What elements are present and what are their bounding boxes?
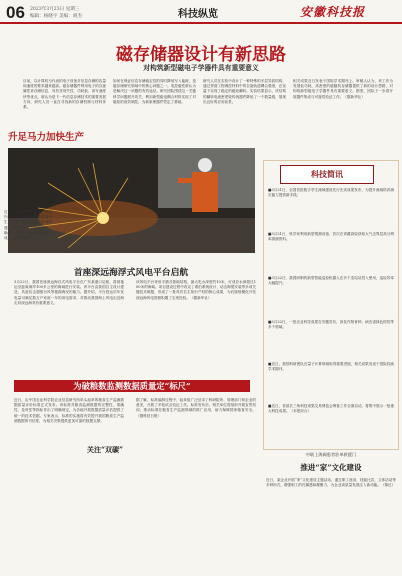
production-headline: 升足马力加快生产 bbox=[8, 132, 85, 143]
section-title: 科技纵览 bbox=[178, 9, 218, 20]
brief-item: ■3月22日，一批农业科技成果在安徽发布，涉及作物育种、病虫害绿色防控等多个领域。 bbox=[268, 320, 394, 330]
bottom-body: 近日，某企业开展“家”文化建设主题活动，通过职工座谈、技能比武、文体活动等多种形式，增强职工的归属感和凝聚力，为企业高质量发展注入新动能。（陈红） bbox=[266, 478, 396, 488]
lead-subhead: 对构筑新型磁电子学器件具有重要意义 bbox=[143, 64, 259, 72]
page-number: 06 bbox=[6, 3, 25, 22]
header-rule bbox=[0, 22, 402, 24]
lead-column-1: 目前，以计算机为代表的电子设备对信息存储的容量和速度的要求越来越高。磁存储器件利用电子的自旋属性来存储信息，具有非易失性、功耗低、读写速度快等优点，被认为是下一代信息存储技术的重要发展方向，研究人员一直在寻找新的存储机制与材料体系。 bbox=[23, 79, 106, 110]
grain-body-2: 据了解，标准编制过程中，起草组广泛征求了科研院所、管理部门和企业的意见，开展了多轮试点验证工作。标准发布后，相关单位将组织开展宣贯培训，推动标准在粮食生产监测领域的推广应用，助力保障国家粮食安全。（据科技日报） bbox=[136, 398, 256, 418]
grain-data-banner: 为破粮数监测数据质量定“标尺” bbox=[14, 380, 250, 392]
grain-body-1: 近日，由中国农业科学院农业信息研究所牵头起草的粮食生产监测数据质量评价标准正式发布。该标准对粮食监测数据的完整性、准确性、及时性等指标作出了明确规定，为各地开展数据质量评估提供了统一的技术依据。专家表示，标准的实施将有效提升我国粮食生产监测数据的可信度，为相关决策提供更加可靠的数据支撑。 bbox=[14, 398, 124, 423]
editor-credit: 编辑：杨晓宇 美编：胡杰 bbox=[30, 14, 82, 19]
bottom-kicker: 中联上海阀患者驻单救援门 bbox=[305, 452, 357, 457]
brief-item: ■近日，首届长三角科技成果交易博览会筹备工作全面启动，将集中展示一批重大科技成果。（本报综合） bbox=[268, 404, 394, 414]
brief-item: ■近日，我国科研团队在量子计算领域取得重要进展，相关成果发表于国际权威学术期刊。 bbox=[268, 362, 394, 372]
carbon-column-title: 关注“双碳” bbox=[86, 445, 124, 454]
brief-item: ■3月22日，我国研制的新型智能巡检机器人在多个变电站投入使用，巡检效率大幅提升。 bbox=[268, 276, 394, 286]
issue-date: 2023年3月23日 星期三 bbox=[30, 7, 80, 12]
masthead-logo: 安徽科技报 bbox=[300, 5, 366, 19]
wind-body-1: 3月22日，我国首座深远海浮式风电平台在广东某港口启航，将被拖运至距离海岸100多公里的海域进行安装。该平台由我国自主设计建造，具备抗击超强台风等极端海况的能力。据介绍，平台投运后年发电量可满足数万户家庭一年的用电需求，对推动我国海上风电由近海走向深远海具有重要意义。 bbox=[14, 280, 124, 305]
lead-column-2: 如何在保证信息存储稳定性的同时降低写入能耗，是磁存储研究领域中的核心问题之一。电控磁性被认为是解决这一问题的有效途径。研究团队围绕这一关键科学问题展开攻关，利用新型磁电耦合材料实现了对磁矩的高效调控，为新原理器件奠定了基础。 bbox=[113, 79, 196, 104]
brief-item: ■3月21日，科学家利用新型观测设备，首次在青藏高原获取大气边界层高分辨率探测资料。 bbox=[268, 232, 394, 242]
bottom-headline: 推进“家”文化建设 bbox=[300, 463, 362, 472]
lead-column-3: 研究人员在实验中设计了一种特殊的多层异质结构，通过界面工程调控材料中的自旋轨道耦合强度，在室温下实现了稳定的磁矩翻转。实验结果显示，该结构的翻转电流密度较传统器件降低了一个数量级，展现出良好的应用前景。 bbox=[203, 79, 286, 104]
brief-item: ■3月21日，全国首批数字孪生流域建设先行先试成果发布，为提升流域防洪减灾能力提供新手段。 bbox=[268, 188, 394, 198]
news-briefs-title: 科技简讯 bbox=[280, 165, 374, 184]
wind-body-2: 该风电平台采用半潜式基础结构，最大吃水深度约10米，可适应水深超过100米的海域。项目建设过程中攻克了系泊系统设计、动态海缆安装等多项关键技术难题，形成了一批具有自主知识产权的核心成果，为后续规模化开发深远海风电资源积累了宝贵经验。（据新华社） bbox=[136, 280, 256, 300]
lead-headline: 磁存储器设计有新思路 bbox=[116, 45, 286, 65]
photo-caption: 近日，在某钢铁企业生产车间内，工人们正在操作设备进行生产作业。该企业抢抓市场机遇，开足马力全力冲刺生产，确保一季度目标任务顺利完成。（新华社发） bbox=[4, 210, 52, 241]
lead-column-4: 相关成果近日发表于国际学术期刊上。审稿人认为，该工作为发展低功耗、高密度的磁随机存储器提供了新的设计思路，对构筑新型磁电子学器件具有重要意义。据悉，团队下一步将开展器件集成与可靠性验证工作。（据新华社） bbox=[293, 79, 393, 99]
wind-platform-headline: 首座深远海浮式风电平台启航 bbox=[73, 268, 189, 278]
